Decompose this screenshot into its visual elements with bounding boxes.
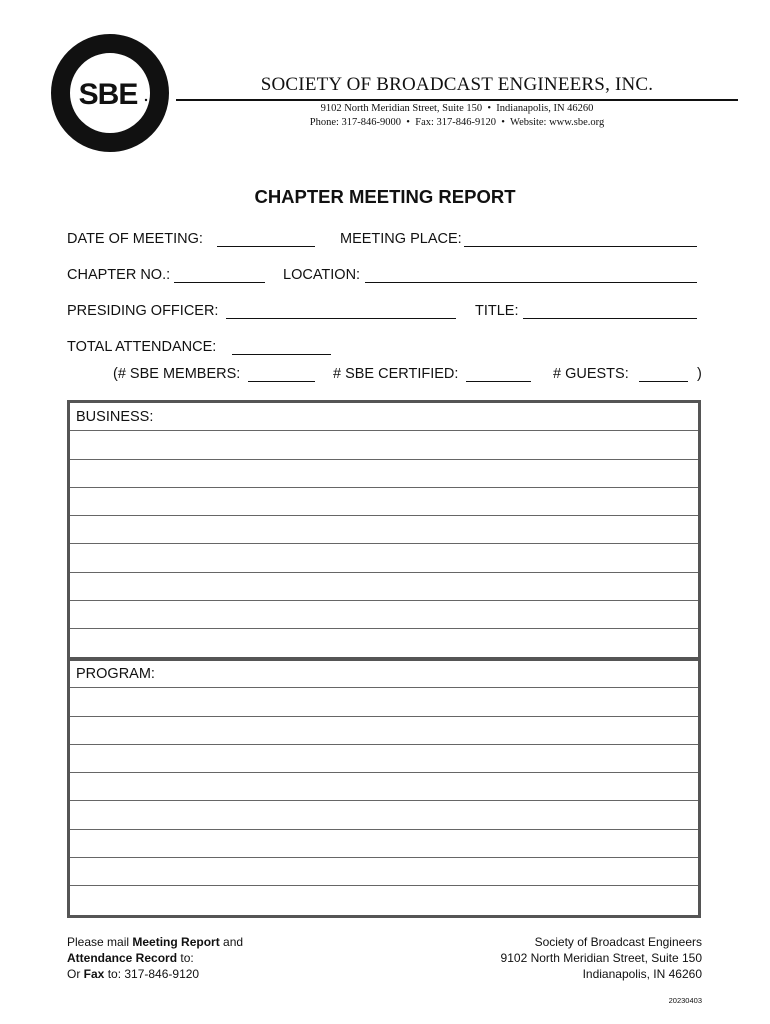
- sbe-members-field[interactable]: [248, 381, 315, 382]
- program-line[interactable]: [70, 830, 698, 858]
- form-title: CHAPTER MEETING REPORT: [254, 186, 516, 207]
- date-of-meeting-label: DATE OF MEETING:: [67, 231, 203, 247]
- date-of-meeting-field[interactable]: [217, 246, 315, 247]
- sbe-certified-label: # SBE CERTIFIED:: [333, 366, 459, 382]
- title-field[interactable]: [523, 318, 697, 319]
- sbe-certified-field[interactable]: [466, 381, 531, 382]
- business-line[interactable]: [70, 516, 698, 544]
- program-label: PROGRAM:: [76, 666, 155, 682]
- mailing-text: to: 317-846-9120: [104, 967, 200, 981]
- business-line[interactable]: [70, 431, 698, 459]
- mailing-line-3: [67, 966, 243, 982]
- location-label: LOCATION:: [283, 267, 361, 283]
- address-line-3: Indianapolis, IN 46260: [582, 967, 702, 981]
- total-attendance-field[interactable]: [232, 354, 331, 355]
- business-line[interactable]: [70, 573, 698, 601]
- program-line[interactable]: [70, 858, 698, 886]
- mailing-bold: Meeting Report: [132, 935, 220, 949]
- chapter-no-field[interactable]: [174, 282, 265, 283]
- program-header-row: [70, 660, 698, 688]
- business-label: BUSINESS:: [76, 409, 154, 425]
- meeting-place-label: MEETING PLACE:: [340, 231, 462, 247]
- mailing-line-1: [67, 934, 243, 950]
- business-line[interactable]: [70, 488, 698, 516]
- close-paren: ): [697, 366, 702, 382]
- organization-contact: Phone: 317-846-9000 • Fax: 317-846-9120 • Website: www.sbe.org: [309, 117, 605, 128]
- mailing-line-2: [67, 950, 243, 966]
- program-line[interactable]: [70, 773, 698, 801]
- mailing-address: [430, 934, 702, 982]
- meeting-place-field[interactable]: [464, 246, 697, 247]
- sbe-logo: [51, 34, 169, 152]
- header-rule: [176, 99, 738, 101]
- program-line[interactable]: [70, 801, 698, 829]
- business-line[interactable]: [70, 629, 698, 657]
- title-label: TITLE:: [475, 303, 519, 319]
- organization-name: SOCIETY OF BROADCAST ENGINEERS, INC.: [260, 74, 654, 95]
- program-line[interactable]: [70, 886, 698, 914]
- program-section: [67, 657, 701, 918]
- mailing-bold: Fax: [83, 967, 105, 981]
- business-line[interactable]: [70, 460, 698, 488]
- business-line[interactable]: [70, 601, 698, 629]
- organization-address: 9102 North Meridian Street, Suite 150 • Indianapolis, IN 46260: [320, 103, 594, 114]
- business-line[interactable]: [70, 544, 698, 572]
- mailing-text: Please mail: [67, 935, 133, 949]
- address-line-2: 9102 North Meridian Street, Suite 150: [500, 951, 702, 965]
- address-line-1: Society of Broadcast Engineers: [534, 935, 702, 949]
- mailing-bold: Attendance Record: [67, 951, 178, 965]
- program-line[interactable]: [70, 745, 698, 773]
- business-section: [67, 400, 701, 661]
- mailing-text: Or: [67, 967, 84, 981]
- guests-label: # GUESTS:: [553, 366, 629, 382]
- program-line[interactable]: [70, 717, 698, 745]
- logo-text: SBE: [78, 78, 138, 111]
- sbe-members-label: (# SBE MEMBERS:: [113, 366, 241, 382]
- presiding-officer-field[interactable]: [226, 318, 456, 319]
- mailing-text: and: [219, 935, 244, 949]
- business-header-row: [70, 403, 698, 431]
- mailing-text: to:: [177, 951, 194, 965]
- guests-field[interactable]: [639, 381, 688, 382]
- total-attendance-label: TOTAL ATTENDANCE:: [67, 339, 217, 355]
- location-field[interactable]: [365, 282, 697, 283]
- chapter-no-label: CHAPTER NO.:: [67, 267, 171, 283]
- mailing-instructions: [67, 934, 243, 982]
- document-number: 20230403: [668, 996, 702, 1005]
- presiding-officer-label: PRESIDING OFFICER:: [67, 303, 219, 319]
- program-line[interactable]: [70, 688, 698, 716]
